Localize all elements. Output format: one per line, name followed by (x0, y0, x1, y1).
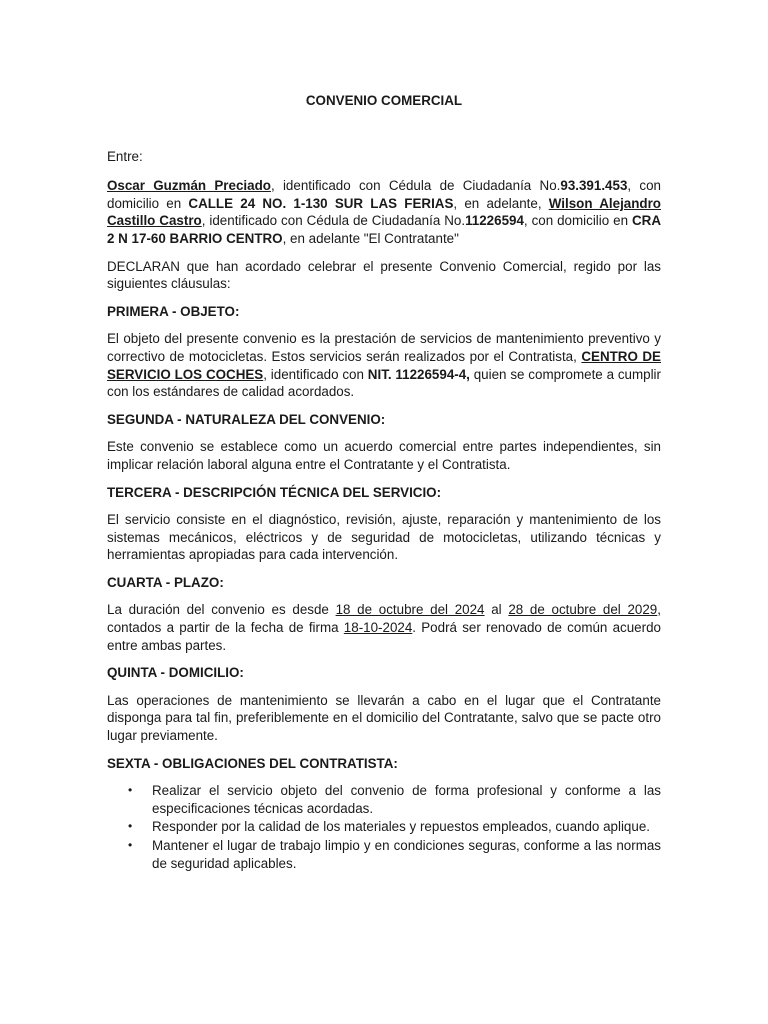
party2-text-c: , en adelante "El Contratante" (282, 230, 459, 246)
contractor-company: CENTRO DE SERVICIO LOS COCHES (107, 348, 661, 382)
party1-text-b: , con domicilio en (107, 178, 662, 211)
start-date: 18 de octubre del 2024 (335, 602, 485, 618)
list-item (128, 818, 661, 836)
list-item (128, 837, 661, 872)
clause-1-text-b: , identificado con (263, 366, 368, 382)
bullet-icon: • (128, 838, 133, 852)
intro-text: Entre: (107, 148, 143, 164)
party1-text-a: , identificado con Cédula de Ciudadanía No. (270, 178, 561, 194)
party2-id: 11226594 (465, 213, 524, 229)
party2-text-b: , con domicilio en (523, 213, 632, 229)
clause-4-text-c: , contados a partir de la fecha de firma (107, 602, 661, 636)
party1-id: 93.391.453 (560, 178, 628, 194)
list-item (128, 782, 661, 817)
party2-text-a: , identificado con Cédula de Ciudadanía No. (201, 213, 466, 229)
party2-name: Wilson Alejandro Castillo Castro (107, 195, 661, 229)
document-body (107, 92, 661, 873)
party1-name: Oscar Guzmán Preciado (107, 178, 271, 194)
bullet-icon: • (128, 783, 133, 798)
document-title: CONVENIO COMERCIAL (305, 93, 463, 108)
clause-3-text: El servicio consiste en el diagnóstico, revisión, ajuste, reparación y mantenimiento de los sistemas mecánicos, eléctricos y de seguridad de motocicletas, utilizando técnicas y herramientas apropiadas para cada intervención. (107, 512, 661, 563)
clause-4-heading: CUARTA - PLAZO: (107, 574, 224, 590)
obligations-list (107, 782, 661, 872)
list-item-text: Responder por la calidad de los materiales y repuestos empleados, cuando aplique. (152, 819, 650, 835)
contractor-nit: NIT. 11226594-4, (367, 366, 470, 382)
declaran-paragraph: DECLARAN que han acordado celebrar el presente Convenio Comercial, regido por las siguientes cláusulas: (107, 258, 661, 292)
party2-address: CRA 2 N 17-60 BARRIO CENTRO (107, 213, 661, 246)
clause-1-text (107, 330, 661, 400)
clause-4-text (107, 601, 661, 654)
clause-6-heading: SEXTA - OBLIGACIONES DEL CONTRATISTA: (107, 755, 398, 771)
clause-4-text-a: La duración del convenio es desde (107, 602, 336, 618)
clause-2-text: Este convenio se establece como un acuerdo comercial entre partes independientes, sin implicar relación laboral alguna entre el Contratante y el Contratista. (107, 439, 661, 472)
clause-1-text-a: El objeto del presente convenio es la prestación de servicios de mantenimiento preventivo y correctivo de motocicletas. Estos servicios serán realizados por el Contratista, (107, 331, 661, 364)
clause-3-heading: TERCERA - DESCRIPCIÓN TÉCNICA DEL SERVICIO: (107, 484, 442, 500)
party1-address: CALLE 24 NO. 1-130 SUR LAS FERIAS (188, 195, 454, 211)
party1-text-c: , en adelante, (453, 195, 549, 211)
clause-1-heading: PRIMERA - OBJETO: (107, 303, 240, 319)
clause-1-text-c: quien se compromete a cumplir con los estándares de calidad acordados. (107, 366, 661, 400)
clause-2-heading: SEGUNDA - NATURALEZA DEL CONVENIO: (107, 411, 386, 427)
list-item-text: Mantener el lugar de trabajo limpio y en condiciones seguras, conforme a las normas de seguridad aplicables. (152, 838, 661, 871)
clause-4-text-b: al (484, 602, 509, 618)
clause-5-text: Las operaciones de mantenimiento se llevarán a cabo en el lugar que el Contratante disponga para tal fin, preferiblemente en el domicilio del Contratante, salvo que se pacte otro lugar previamente. (107, 692, 661, 744)
clause-4-text-d: . Podrá ser renovado de común acuerdo entre ambas partes. (107, 620, 661, 653)
parties-paragraph (107, 177, 661, 247)
list-item-text: Realizar el servicio objeto del convenio de forma profesional y conforme a las especificaciones técnicas acordadas. (152, 783, 661, 816)
sign-date: 18-10-2024 (343, 620, 413, 636)
clause-5-heading: QUINTA - DOMICILIO: (107, 665, 244, 681)
end-date: 28 de octubre del 2029 (508, 602, 658, 618)
bullet-icon: • (128, 819, 133, 834)
